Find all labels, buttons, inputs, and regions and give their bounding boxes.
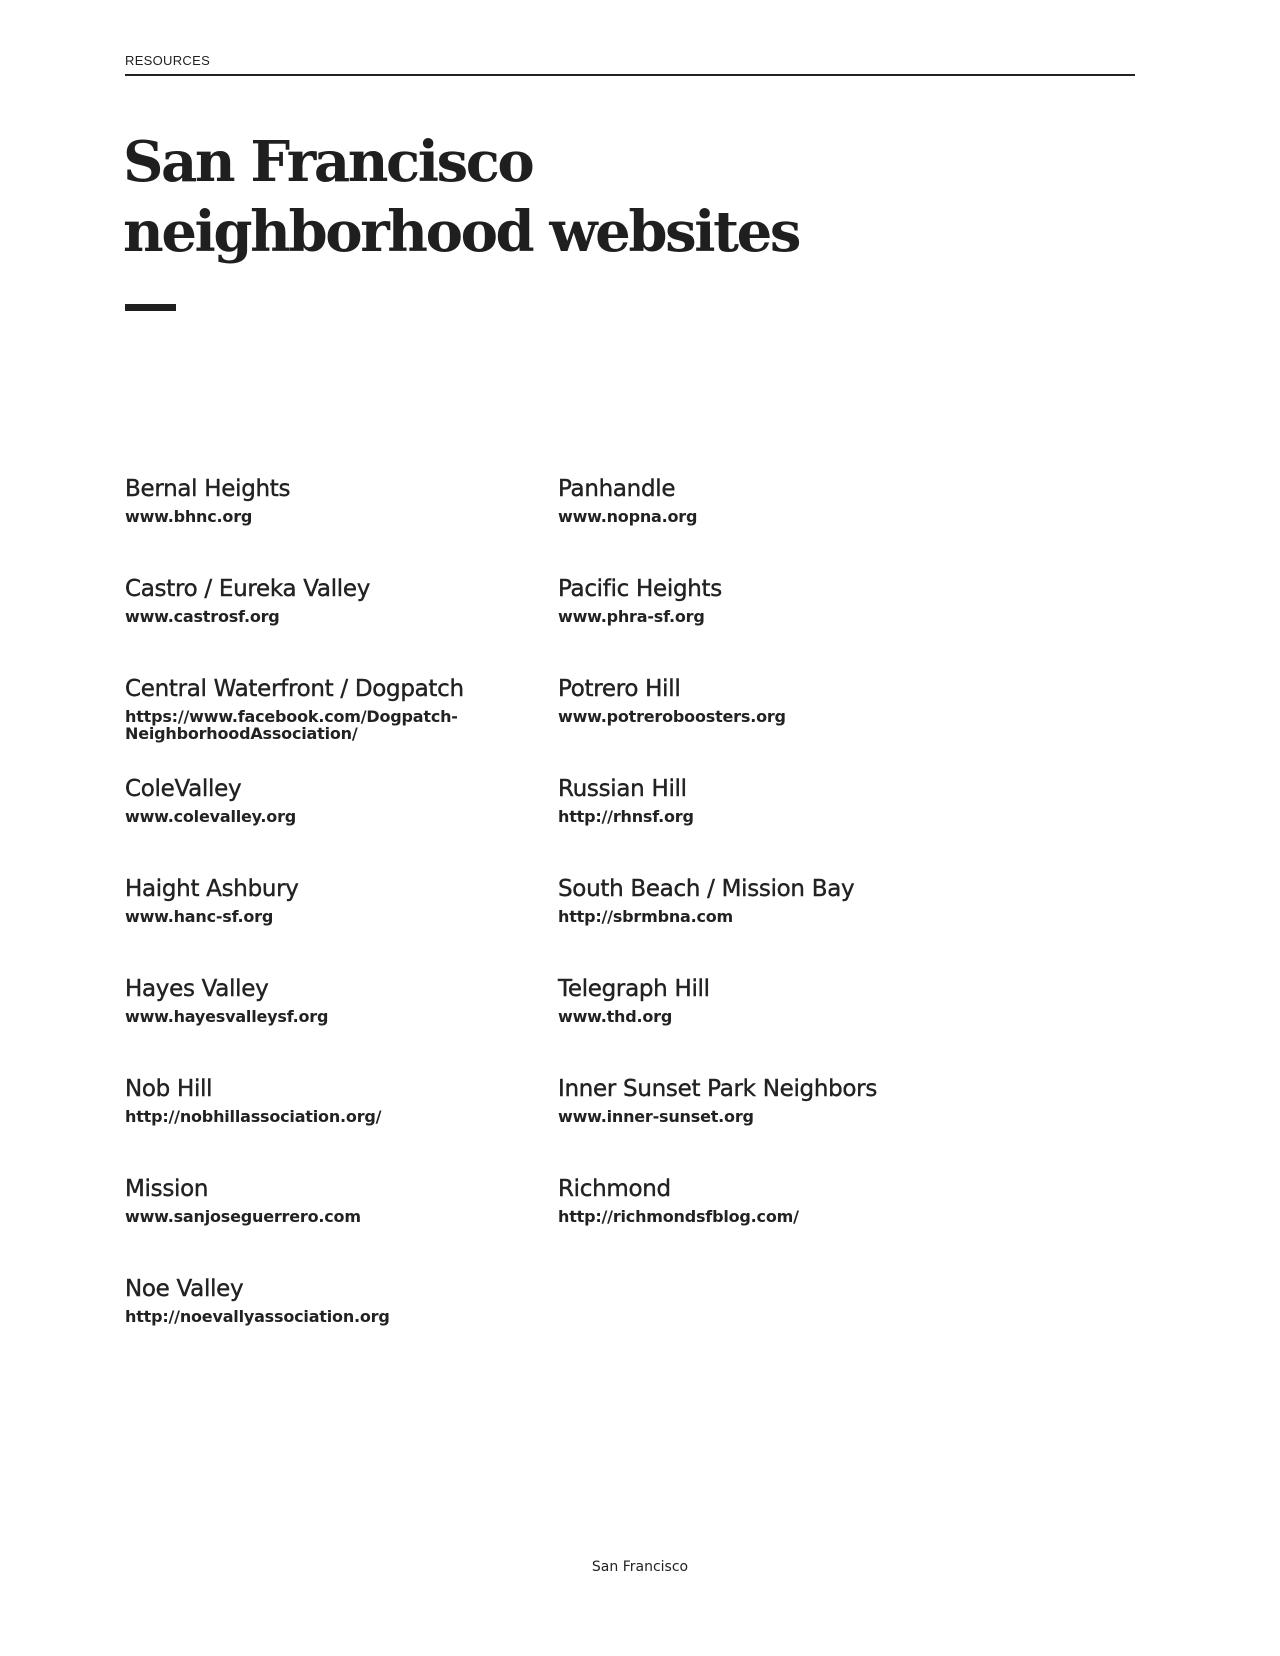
neighborhood-name: Hayes Valley	[125, 976, 269, 1002]
page-title-line-2: neighborhood websites	[123, 199, 799, 265]
neighborhood-name: South Beach / Mission Bay	[558, 876, 855, 902]
neighborhood-url[interactable]: http://sbrmbna.com	[558, 907, 734, 926]
neighborhood-url[interactable]: www.sanjoseguerrero.com	[125, 1207, 361, 1226]
neighborhood-entry	[125, 874, 525, 974]
neighborhood-entry	[125, 674, 525, 774]
neighborhood-name: Castro / Eureka Valley	[125, 576, 371, 602]
neighborhood-entry	[125, 574, 525, 674]
neighborhood-list-left	[125, 474, 525, 1374]
neighborhood-url[interactable]: www.hanc-sf.org	[125, 907, 274, 926]
neighborhood-list-right	[558, 474, 1018, 1274]
neighborhood-name: Panhandle	[558, 476, 676, 502]
neighborhood-entry	[558, 1074, 1018, 1174]
neighborhood-name: ColeValley	[125, 776, 242, 802]
neighborhood-entry	[558, 874, 1018, 974]
page-header	[125, 50, 1135, 76]
neighborhood-url[interactable]: https://www.facebook.com/Dogpatch-NeighborhoodAssociation/	[125, 707, 458, 743]
neighborhood-url[interactable]: www.thd.org	[558, 1007, 673, 1026]
neighborhood-url[interactable]: www.nopna.org	[558, 507, 698, 526]
neighborhood-name: Bernal Heights	[125, 476, 291, 502]
neighborhood-entry	[125, 1274, 525, 1374]
page-footer: San Francisco	[591, 1559, 689, 1575]
neighborhood-url[interactable]: www.bhnc.org	[125, 507, 253, 526]
neighborhood-entry	[125, 1074, 525, 1174]
neighborhood-entry	[558, 974, 1018, 1074]
section-label: RESOURCES	[125, 53, 211, 68]
neighborhood-entry	[125, 974, 525, 1074]
neighborhood-entry	[558, 574, 1018, 674]
neighborhood-name: Russian Hill	[558, 776, 687, 802]
neighborhood-entry	[558, 674, 1018, 774]
neighborhood-url[interactable]: http://rhnsf.org	[558, 807, 694, 826]
neighborhood-entry	[125, 1174, 525, 1274]
neighborhood-name: Haight Ashbury	[125, 876, 299, 902]
accent-dash	[125, 304, 176, 311]
page-title	[123, 127, 799, 267]
neighborhood-name: Noe Valley	[125, 1276, 244, 1302]
neighborhood-url[interactable]: http://richmondsfblog.com/	[558, 1207, 799, 1226]
page-title-line-1: San Francisco	[123, 129, 533, 195]
neighborhood-url[interactable]: www.potreroboosters.org	[558, 707, 786, 726]
neighborhood-url[interactable]: http://noevallyassociation.org	[125, 1307, 390, 1326]
neighborhood-name: Telegraph Hill	[558, 976, 710, 1002]
neighborhood-url[interactable]: www.colevalley.org	[125, 807, 297, 826]
neighborhood-entry	[125, 774, 525, 874]
neighborhood-name: Pacific Heights	[558, 576, 722, 602]
neighborhood-name: Nob Hill	[125, 1076, 213, 1102]
neighborhood-name: Richmond	[558, 1176, 671, 1202]
neighborhood-name: Inner Sunset Park Neighbors	[558, 1076, 878, 1102]
neighborhood-entry	[558, 474, 1018, 574]
neighborhood-url[interactable]: www.phra-sf.org	[558, 607, 705, 626]
neighborhood-url[interactable]: www.inner-sunset.org	[558, 1107, 754, 1126]
neighborhood-entry	[558, 774, 1018, 874]
neighborhood-url[interactable]: www.hayesvalleysf.org	[125, 1007, 329, 1026]
neighborhood-name: Central Waterfront / Dogpatch	[125, 676, 464, 702]
neighborhood-name: Potrero Hill	[558, 676, 681, 702]
neighborhood-entry	[125, 474, 525, 574]
neighborhood-entry	[558, 1174, 1018, 1274]
neighborhood-url[interactable]: http://nobhillassociation.org/	[125, 1107, 382, 1126]
neighborhood-name: Mission	[125, 1176, 209, 1202]
neighborhood-url[interactable]: www.castrosf.org	[125, 607, 280, 626]
